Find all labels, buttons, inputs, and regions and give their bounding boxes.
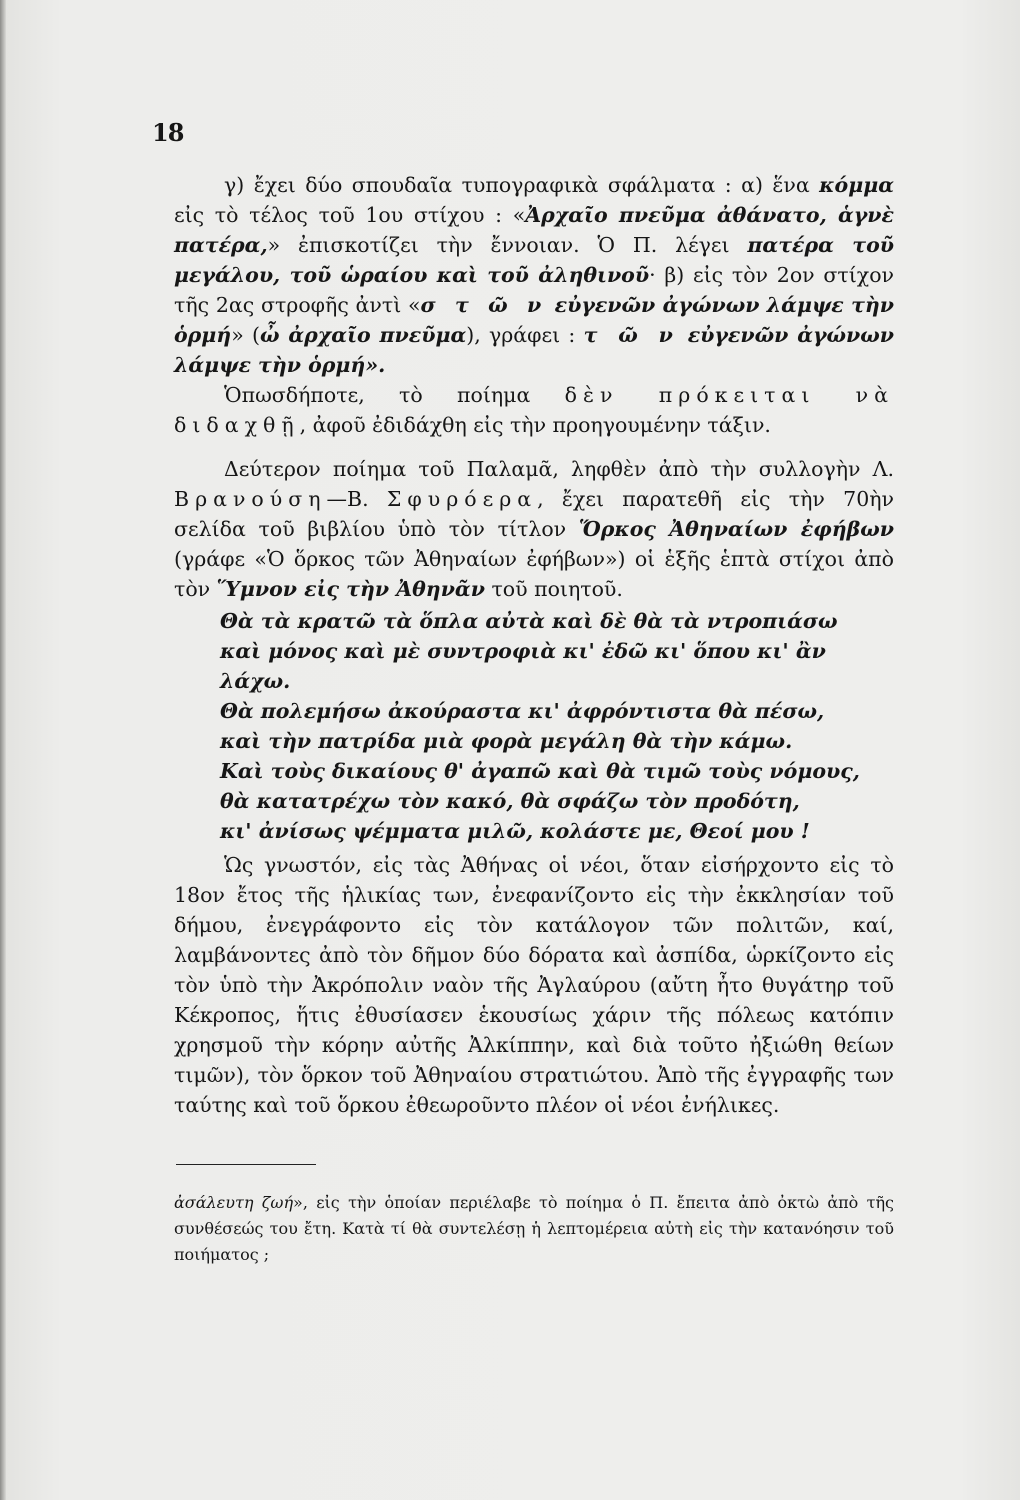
poem-line: Θὰ τὰ κρατῶ τὰ ὅπλα αὐτὰ καὶ δὲ θὰ τὰ ντροπιάσω [220, 609, 838, 633]
poem-line: καὶ μόνος καὶ μὲ συντροφιὰ κι' ἐδῶ κι' ὅπου κι' ἂν λάχω. [220, 639, 826, 693]
paragraph-typo-errors: γ) ἔχει δύο σπουδαῖα τυπογραφικὰ σφάλματα : α) ἕνα κόμμα εἰς τὸ τέλος τοῦ 1ου στίχου : «Ἀρχαῖο πνεῦμα ἀθάνατο, ἁγνὲ πατέρα,» ἐπισκοτίζει τὴν ἔννοιαν. Ὁ Π. λέγει πατέρα τοῦ μεγάλου, τοῦ ὡραίου καὶ τοῦ ἀληθινοῦ· β) εἰς τὸν 2ον στίχον τῆς 2ας στροφῆς ἀντὶ «σ τ ῶ ν εὐγενῶν ἀγώνων λάμψε τὴν ὁρμή» (ὦ ἀρχαῖο πνεῦμα), γράφει : τ ῶ ν εὐγενῶν ἀγώνων λάμψε τὴν ὁρμή». [174, 173, 895, 377]
poem-excerpt [220, 606, 894, 846]
page-edge-shadow [0, 0, 6, 1500]
body-text [174, 170, 894, 1120]
poem-line: κι' ἀνίσως ψέμματα μιλῶ, κολάστε με, Θεοί μου ! [220, 819, 810, 843]
paragraph-second-poem: Δεύτερον ποίημα τοῦ Παλαμᾶ, ληφθὲν ἀπὸ τὴν συλλογὴν Λ. Βρανούση—Β. Σφυρόερα, ἔχει παρατεθῆ εἰς τὴν 70ὴν σελίδα τοῦ βιβλίου ὑπὸ τὸν τίτλον Ὅρκος Ἀθηναίων ἐφήβων (γράφε «Ὁ ὅρκος τῶν Ἀθηναίων ἐφήβων») οἱ ἑξῆς ἑπτὰ στίχοι ἀπὸ τὸν Ὕμνον εἰς τὴν Ἀθηνᾶν τοῦ ποιητοῦ. [174, 457, 894, 601]
poem-line: θὰ κατατρέχω τὸν κακό, θὰ σφάζω τὸν προδότη, [220, 789, 800, 813]
footnote: ἀσάλευτη ζωή», εἰς τὴν ὁποίαν περιέλαβε τὸ ποίημα ὁ Π. ἔπειτα ἀπὸ ὀκτὼ ἀπὸ τῆς συνθέσεώς του ἔτη. Κατὰ τί θὰ συντελέσῃ ἡ λεπτομέρεια αὐτὴ εἰς τὴν κατανόησιν τοῦ ποιήματος ; [174, 1193, 895, 1264]
poem-line: Καὶ τοὺς δικαίους θ' ἀγαπῶ καὶ θὰ τιμῶ τοὺς νόμους, [220, 759, 860, 783]
footnote-divider [176, 1164, 316, 1165]
paragraph-ephebic-oath: Ὡς γνωστόν, εἰς τὰς Ἀθήνας οἱ νέοι, ὅταν εἰσήρχοντο εἰς τὸ 18ον ἔτος τῆς ἡλικίας των, ἐνεφανίζοντο εἰς τὴν ἐκκλησίαν τοῦ δήμου, ἐνεγράφοντο εἰς τὸν κατάλογον τῶν πολιτῶν, καί, λαμβάνοντες ἀπὸ τὸν δῆμον δύο δόρατα καὶ ἀσπίδα, ὡρκίζοντο εἰς τὸν ὑπὸ τὴν Ἀκρόπολιν ναὸν τῆς Ἀγλαύρου (αὔτη ἦτο θυγάτηρ τοῦ Κέκροπος, ἥτις ἐθυσίασεν ἑκουσίως χάριν τῆς πόλεως κατόπιν χρησμοῦ τὴν κόρην αὐτῆς Ἀλκίππην, καὶ διὰ τοῦτο ἠξιώθη θείων τιμῶν), τὸν ὅρκον τοῦ Ἀθηναίου στρατιώτου. Ἀπὸ τῆς ἐγγραφῆς των ταύτης καὶ τοῦ ὅρκου ἐθεωροῦντο πλέον οἱ νέοι ἐνήλικες. [174, 853, 894, 1117]
page-number: 18 [152, 118, 184, 147]
poem-line: καὶ τὴν πατρίδα μιὰ φορὰ μεγάλη θὰ τὴν κάμω. [220, 729, 793, 753]
poem-line: Θὰ πολεμήσω ἀκούραστα κι' ἀφρόντιστα θὰ πέσω, [220, 699, 825, 723]
paragraph-not-taught: Ὁπωσδήποτε, τὸ ποίημα δὲν πρόκειται νὰ διδαχθῇ, ἀφοῦ ἐδιδάχθη εἰς τὴν προηγουμένην τάξιν. [174, 383, 894, 437]
